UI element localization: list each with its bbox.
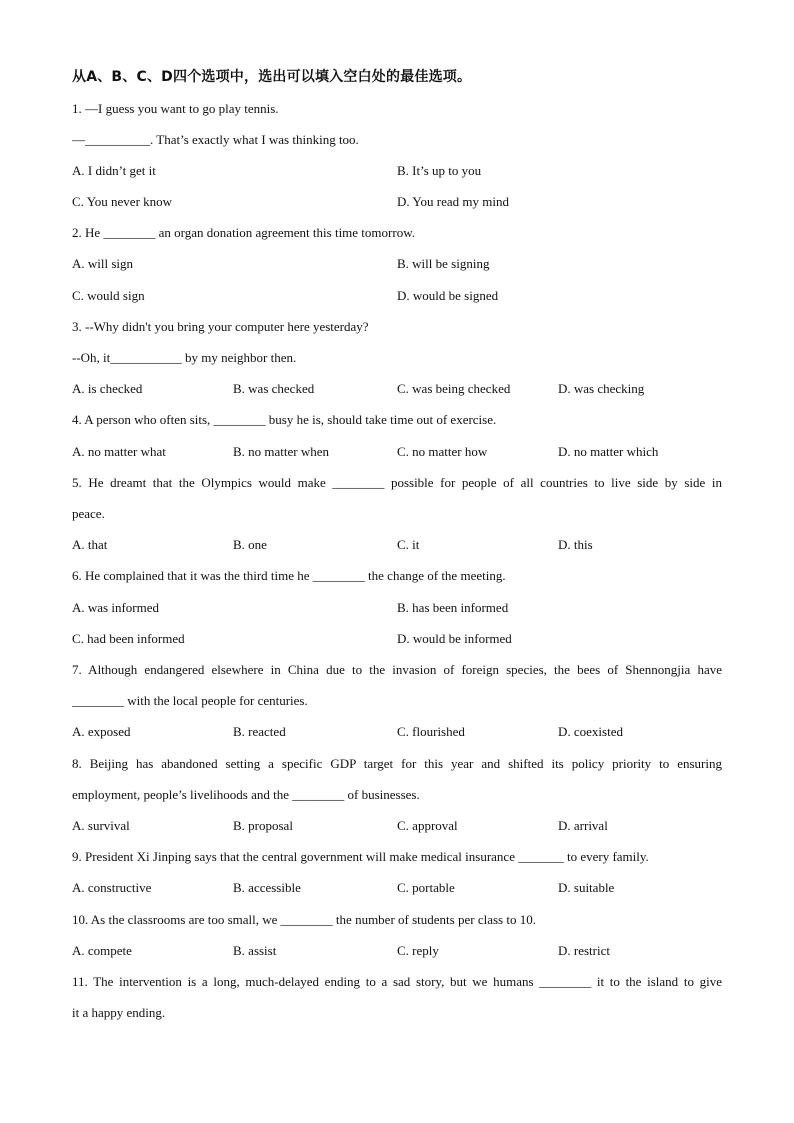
question-8-option-c: C. approval [397,818,458,833]
question-1-option-c: C. You never know [72,194,173,209]
question-2-option-b: B. will be signing [397,256,490,271]
question-10-stem: 10. As the classrooms are too small, we ________ the number of students per class to 10. [72,912,536,927]
question-11-stem-continued: it a happy ending. [72,1005,166,1020]
question-7-stem: 7. Although endangered elsewhere in China due to the invasion of foreign species, the bees of Shennongjia have [72,662,722,677]
question-6-option-a: A. was informed [72,600,160,615]
question-5-option-c: C. it [397,537,420,552]
question-5-option-b: B. one [233,537,267,552]
question-6-stem: 6. He complained that it was the third time he ________ the change of the meeting. [72,568,506,583]
question-1-answer-line: —__________. That’s exactly what I was thinking too. [72,132,359,147]
question-2-option-c: C. would sign [72,288,145,303]
question-5-option-a: A. that [72,537,108,552]
question-3-option-d: D. was checking [558,381,645,396]
question-10-option-c: C. reply [397,943,439,958]
question-8-option-d: D. arrival [558,818,608,833]
question-1-option-a: A. I didn’t get it [72,163,156,178]
question-9-option-d: D. suitable [558,880,615,895]
question-5-stem: 5. He dreamt that the Olympics would make ________ possible for people of all countries to live side by side in [72,475,722,490]
question-7-option-c: C. flourished [397,724,465,739]
question-2-option-a: A. will sign [72,256,134,271]
question-6-option-b: B. has been informed [397,600,509,615]
question-3-option-c: C. was being checked [397,381,511,396]
question-7-option-d: D. coexisted [558,724,623,739]
question-1-option-d: D. You read my mind [397,194,509,209]
question-9-option-a: A. constructive [72,880,152,895]
question-8-stem: 8. Beijing has abandoned setting a specific GDP target for this year and shifted its policy priority to ensuring [72,756,722,771]
question-5-option-d: D. this [558,537,593,552]
question-8-stem-continued: employment, people’s livelihoods and the ________ of businesses. [72,787,420,802]
question-7-stem-continued: ________ with the local people for centuries. [72,693,308,708]
question-4-option-a: A. no matter what [72,444,166,459]
question-11-stem: 11. The intervention is a long, much-delayed ending to a sad story, but we humans ________ it to the island to give [72,974,722,989]
question-1-option-b: B. It’s up to you [397,163,482,178]
question-10-option-a: A. compete [72,943,132,958]
question-1-stem: 1. —I guess you want to go play tennis. [72,101,279,116]
question-3-answer-line: --Oh, it___________ by my neighbor then. [72,350,297,365]
question-2-option-d: D. would be signed [397,288,499,303]
question-8-option-a: A. survival [72,818,130,833]
question-4-option-c: C. no matter how [397,444,488,459]
question-3-option-b: B. was checked [233,381,315,396]
question-9-stem: 9. President Xi Jinping says that the central government will make medical insurance _______ to every family. [72,849,649,864]
question-3-stem: 3. --Why didn't you bring your computer here yesterday? [72,319,369,334]
question-9-option-c: C. portable [397,880,455,895]
question-6-option-d: D. would be informed [397,631,512,646]
question-9-option-b: B. accessible [233,880,301,895]
question-10-option-d: D. restrict [558,943,610,958]
question-6-option-c: C. had been informed [72,631,185,646]
question-8-option-b: B. proposal [233,818,293,833]
question-4-option-b: B. no matter when [233,444,330,459]
question-4-option-d: D. no matter which [558,444,659,459]
question-5-stem-continued: peace. [72,506,105,521]
question-3-option-a: A. is checked [72,381,143,396]
question-10-option-b: B. assist [233,943,277,958]
question-7-option-b: B. reacted [233,724,286,739]
section-instruction: 从A、B、C、D四个选项中，选出可以填入空白处的最佳选项。 [72,69,472,85]
question-4-stem: 4. A person who often sits, ________ busy he is, should take time out of exercise. [72,412,497,427]
question-7-option-a: A. exposed [72,724,131,739]
question-2-stem: 2. He ________ an organ donation agreement this time tomorrow. [72,225,415,240]
